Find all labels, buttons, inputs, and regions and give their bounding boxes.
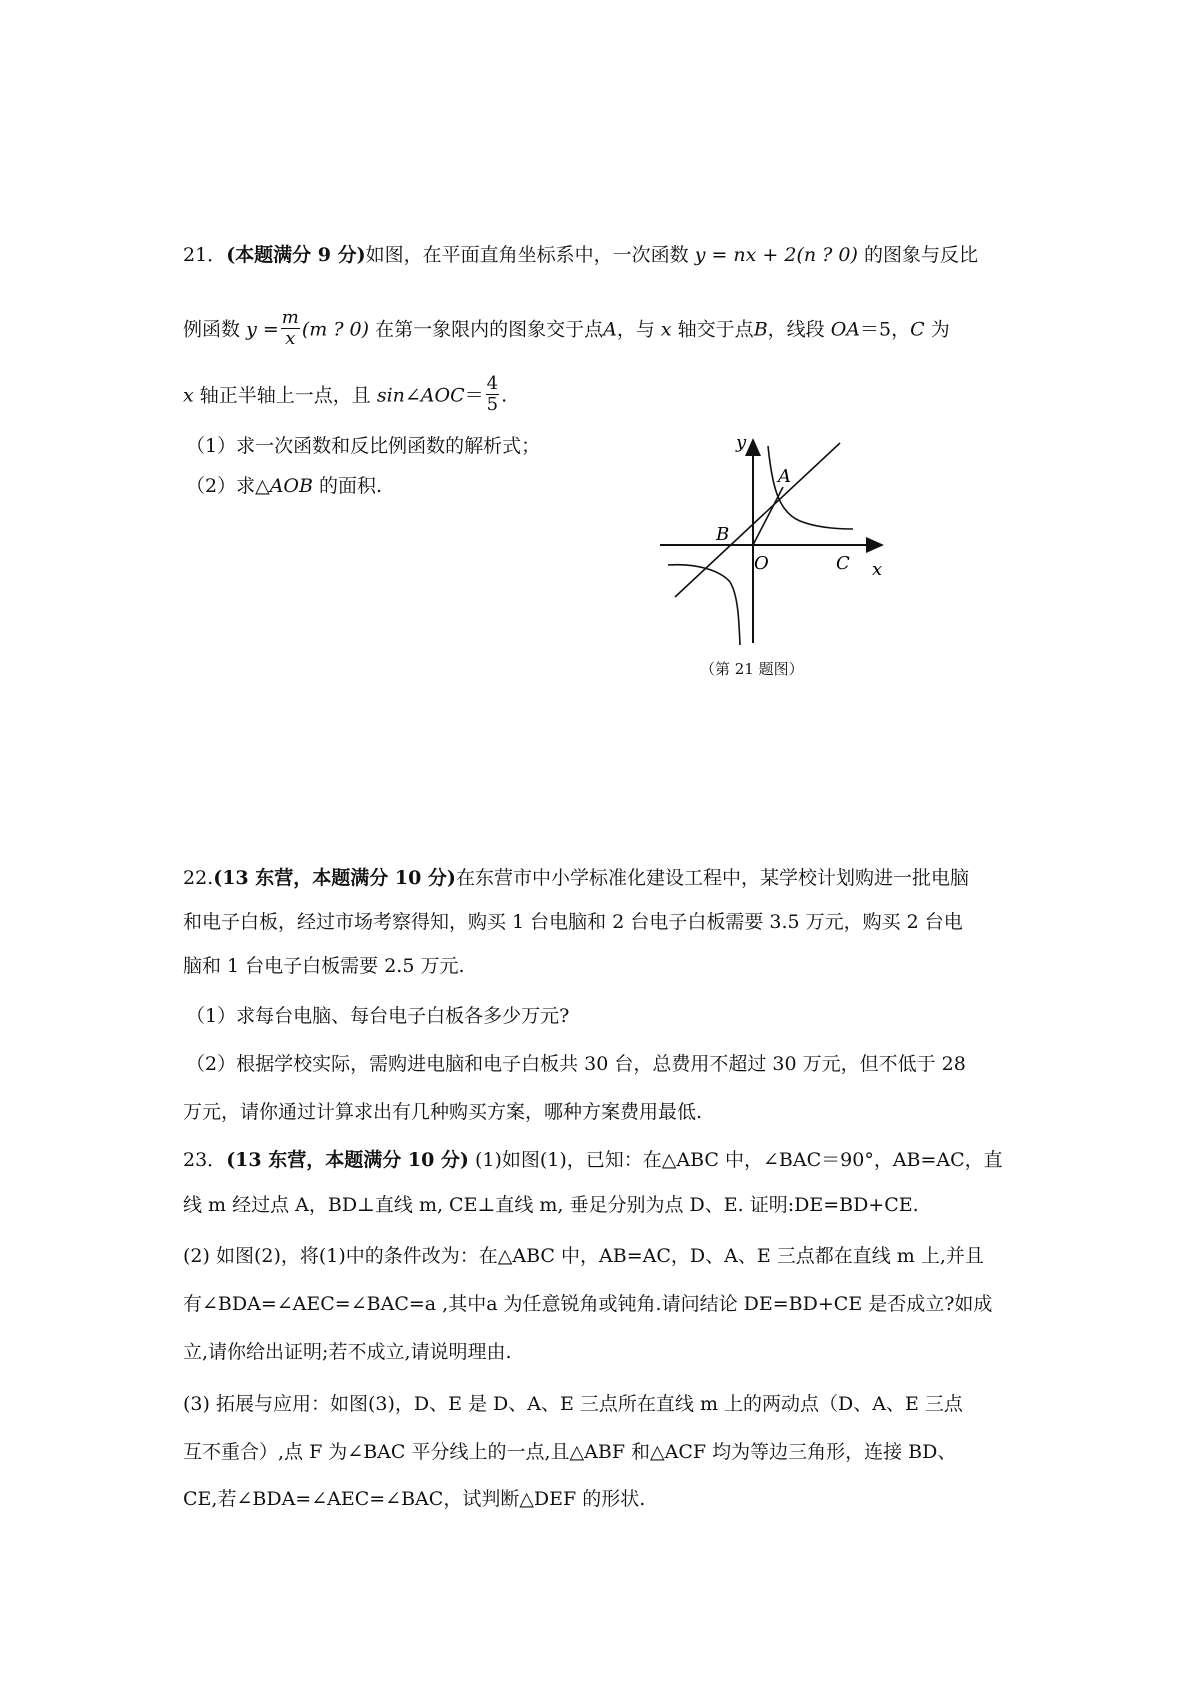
q23-line1 (183, 1147, 1003, 1173)
q22-part1: （1）求每台电脑、每台电子白板各多少万元? (186, 1005, 570, 1027)
q21-intro-tail: 的图象与反比 (863, 244, 978, 266)
q22-text-line2: 和电子白板，经过市场考察得知，购买 1 台电脑和 2 台电子白板需要 3.5 万元，购买 2 台电 (183, 911, 963, 933)
q21-frac-denominator: x (285, 328, 296, 349)
label-c: C (836, 553, 850, 574)
q23-text-line7: 互不重合）,点 F 为∠BAC 平分线上的一点,且△ABF 和△ACF 均为等边三角形，连接 BD、 (183, 1441, 957, 1463)
q21-part2 (186, 473, 382, 499)
q23-text-line2: 线 m 经过点 A，BD⊥直线 m, CE⊥直线 m, 垂足分别为点 D、E. 证明:DE=BD+CE. (183, 1194, 919, 1216)
q23-text-line4: 有∠BDA=∠AEC=∠BAC=a ,其中a 为任意锐角或钝角.请问结论 DE=BD+CE 是否成立?如成 (183, 1293, 993, 1315)
q21-y-eq: y = (246, 318, 279, 341)
q21-line2-mid: 在第一象限内的图象交于点 (375, 318, 604, 341)
q21-frac-numerator: m (281, 307, 299, 328)
q22-number: 22. (183, 867, 214, 889)
q21-point-b: B (753, 318, 768, 341)
q22-score: (13 东营，本题满分 10 分) (213, 867, 456, 889)
segment-oa (753, 487, 783, 545)
q21-line3-eq: ＝ (464, 384, 484, 407)
q22-part2-line1: （2）根据学校实际，需购进电脑和电子白板共 30 台，总费用不超过 30 万元，但不低于 28 (186, 1053, 966, 1075)
q21-figure-caption: （第 21 题图） (700, 660, 804, 678)
q23-text-line1: (1)如图(1)，已知：在△ABC 中，∠BAC＝90°，AB=AC，直 (468, 1149, 1003, 1171)
q22-part2-line2: 万元，请你通过计算求出有几种购买方案，哪种方案费用最低. (183, 1101, 703, 1123)
q21-intro: 如图，在平面直角坐标系中，一次函数 (365, 244, 689, 266)
q21-fraction-4-over-5 (486, 374, 499, 415)
q21-sin-aoc: sin∠AOC (376, 384, 465, 407)
label-a: A (778, 466, 791, 487)
q21-line2-tail: 为 (930, 318, 950, 341)
q21-part2-tail: 的面积. (319, 475, 383, 497)
q22-line1 (183, 865, 969, 891)
q22-text-line1: 在东营市中小学标准化建设工程中，某学校计划购进一批电脑 (455, 867, 969, 889)
q21-part2-head: （2）求△ (186, 475, 270, 497)
hyperbola-branch-first-quadrant (768, 446, 853, 529)
label-b: B (716, 524, 730, 545)
q21-line3-x: x (183, 384, 194, 407)
q23-text-line8: CE,若∠BDA=∠AEC=∠BAC，试判断△DEF 的形状. (183, 1488, 646, 1510)
q21-line2 (183, 307, 950, 351)
q23-text-line3: (2) 如图(2)，将(1)中的条件改为：在△ABC 中，AB=AC，D、A、E 三点都在直线 m 上,并且 (183, 1245, 984, 1267)
q21-frac-4: 4 (486, 373, 499, 394)
q21-segment-oa: OA (830, 318, 861, 341)
q21-line3-tail: . (501, 384, 508, 407)
q23-text-line6: (3) 拓展与应用：如图(3)，D、E 是 D、A、E 三点所在直线 m 上的两动点（D、A、E 三点 (183, 1393, 963, 1415)
q22-text-line3: 脑和 1 台电子白板需要 2.5 万元. (183, 955, 465, 977)
q23-score: (13 东营，本题满分 10 分) (226, 1149, 469, 1171)
q23-number: 23． (183, 1149, 227, 1171)
q21-line2-mid2: ，与 (616, 318, 655, 341)
label-o: O (754, 553, 769, 574)
q21-score: (本题满分 9 分) (226, 244, 366, 266)
q21-x: x (660, 318, 672, 341)
q21-line2-mid3: 轴交于点 (677, 318, 754, 341)
q21-line3-mid: 轴正半轴上一点，且 (199, 384, 371, 407)
q21-figure (650, 430, 900, 680)
q21-frac-5: 5 (486, 394, 499, 415)
q21-line1 (183, 242, 978, 268)
label-y: y (736, 432, 747, 453)
q21-line2-head: 例函数 (183, 318, 241, 341)
q21-part1: （1）求一次函数和反比例函数的解析式； (186, 435, 541, 457)
label-x: x (872, 559, 883, 580)
q23-text-line5: 立,请你给出证明;若不成立,请说明理由. (183, 1341, 512, 1363)
q21-triangle-aob: AOB (269, 475, 313, 497)
hyperbola-branch-third-quadrant (668, 565, 740, 645)
q21-m-condition: (m ? 0) (301, 318, 370, 341)
q21-linear-equation: y = nx + 2(n ? 0) (694, 244, 858, 266)
q21-point-c: C (910, 318, 925, 341)
q21-point-a: A (603, 318, 617, 341)
q21-line2-mid5: ＝5， (860, 318, 911, 341)
q21-line2-mid4: ，线段 (767, 318, 825, 341)
q21-line3 (183, 373, 508, 417)
q21-fraction-m-over-x (281, 308, 300, 349)
q21-number: 21． (183, 244, 227, 266)
